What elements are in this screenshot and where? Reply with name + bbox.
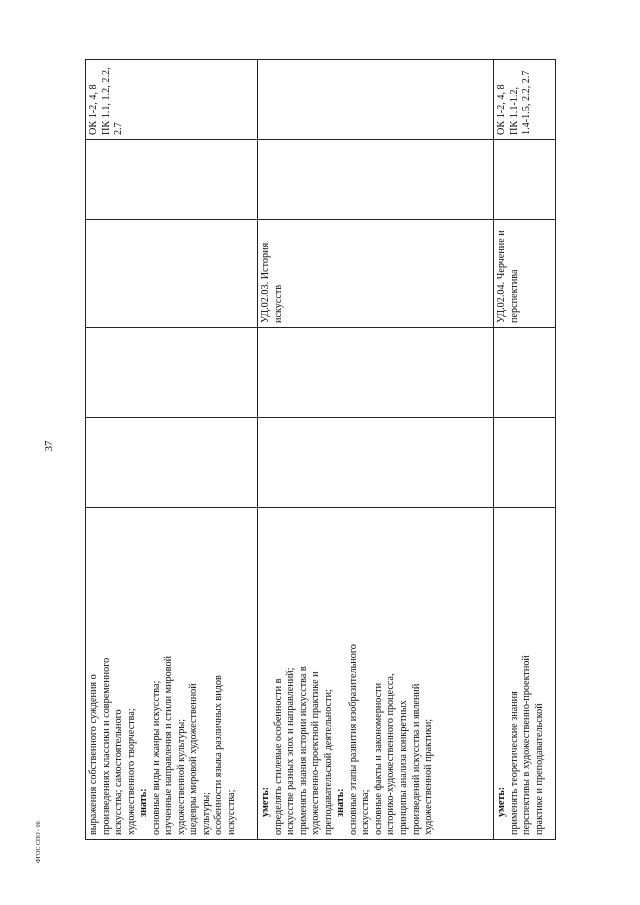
content-heading: знать: (138, 788, 150, 817)
content-line: перспективы в художественно-проектной (521, 655, 533, 835)
content-line: основные этапы развития изобразительного (347, 644, 359, 835)
content-cell (86, 508, 258, 840)
curriculum-table-wrapper (85, 60, 555, 840)
content-line: художественной практики; (423, 718, 435, 835)
competencies-cell (494, 60, 556, 140)
competencies-cell (86, 60, 258, 140)
empty-cell (494, 140, 556, 220)
competency-line: ОК 1-2, 4, 8 (88, 84, 99, 135)
competency-line: 2.7 (113, 122, 125, 135)
content-line: преподавательской деятельности; (322, 689, 334, 835)
content-line: искусства; самостоятельного (113, 709, 125, 835)
competency-line: ПК 1.1, 1.2, 2.2, (100, 67, 112, 135)
content-line: культуры; (200, 792, 212, 835)
content-line: искусстве разных эпох и направлений; (285, 667, 297, 835)
content-line: принципы анализа конкретных (398, 700, 410, 835)
table-row (258, 60, 494, 840)
table-row (494, 60, 556, 840)
empty-cell (494, 328, 556, 418)
empty-cell (258, 328, 494, 418)
page-number: 37 (43, 440, 55, 452)
content-line: особенности языка различных видов (213, 675, 225, 835)
content-line: искусства; (360, 789, 372, 835)
content-line: изученные направления и стили мировой (163, 655, 175, 835)
content-line: выражения собственного суждения о (88, 674, 99, 835)
empty-cell (494, 418, 556, 508)
content-line: основные факты и закономерности (372, 682, 384, 835)
content-cell (494, 508, 556, 840)
content-line: искусства; (226, 789, 238, 835)
content-heading: уметь: (260, 786, 271, 817)
curriculum-table (85, 59, 556, 840)
content-line: применять знания истории искусства в (297, 666, 309, 835)
content-line: художественной культуры; (175, 718, 187, 835)
content-line: произведений искусства и явлений (410, 683, 422, 835)
content-line: практике и преподавательской (533, 703, 545, 835)
content-heading: уметь: (496, 786, 507, 817)
competency-line: ПК 1.1-1.2, (508, 86, 520, 135)
content-line: применять теоретические знания (508, 691, 520, 835)
empty-cell (86, 418, 258, 508)
discipline-cell (86, 220, 258, 328)
empty-cell (258, 140, 494, 220)
content-line: художественно-проектной практике и (310, 671, 322, 835)
competency-line: 1.4-1.5, 2.2, 2.7 (521, 70, 533, 135)
content-line: художественного творчества; (125, 708, 137, 835)
competency-line: ОК 1-2, 4, 8 (496, 84, 507, 135)
content-line: шедевры мировой художественной (188, 683, 200, 835)
empty-cell (86, 328, 258, 418)
discipline-cell: УД.02.03. История искусств (258, 220, 494, 328)
table-row (86, 60, 258, 840)
discipline-cell: УД.02.04. Черчение и перспектива (494, 220, 556, 328)
empty-cell (86, 140, 258, 220)
content-line: определять стилевые особенности в (272, 678, 284, 835)
content-cell (258, 508, 494, 840)
content-line: произведениях классики и современного (100, 657, 112, 835)
competencies-cell (258, 60, 494, 140)
content-line: основные виды и жанры искусства; (150, 680, 162, 835)
content-heading: знать: (335, 788, 347, 817)
empty-cell (258, 418, 494, 508)
content-line: историко-художественного процесса, (385, 673, 397, 835)
footer-standard-code: ФГОС СПО - 06 (36, 821, 42, 863)
